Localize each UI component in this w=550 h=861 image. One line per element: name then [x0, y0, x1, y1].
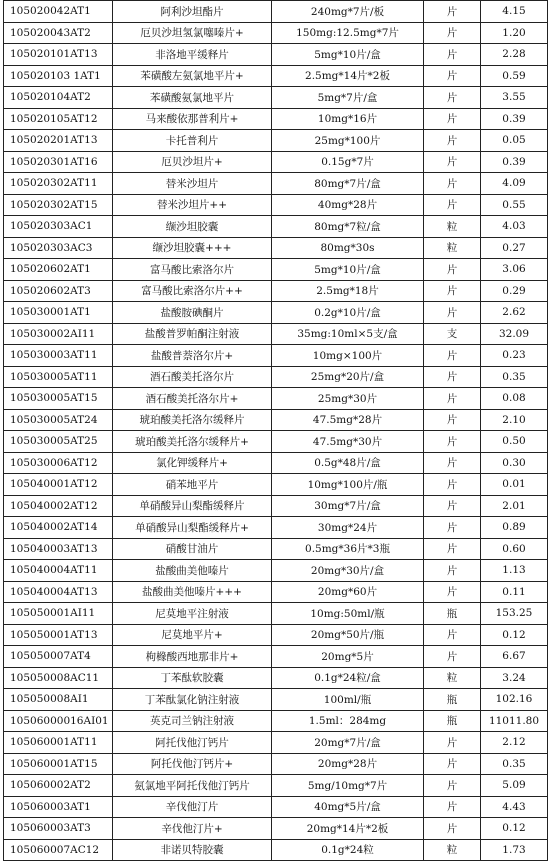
drug-name-cell: 盐酸普罗帕酮注射液 [113, 323, 272, 345]
spec-cell: 47.5mg*28片 [272, 409, 424, 431]
price-cell: 0.60 [481, 538, 548, 560]
price-cell: 4.15 [481, 1, 548, 23]
price-cell: 4.43 [481, 796, 548, 818]
drug-name-cell: 缬沙坦胶囊 [113, 216, 272, 238]
unit-cell: 支 [424, 323, 481, 345]
drug-code-cell: 105030005AT15 [4, 388, 113, 410]
drug-name-cell: 盐酸曲美他嗪片+++ [113, 581, 272, 603]
price-cell: 0.59 [481, 65, 548, 87]
unit-cell: 片 [424, 151, 481, 173]
table-row [4, 108, 548, 130]
drug-code-cell: 10506000016AI01 [4, 710, 113, 732]
unit-cell: 片 [424, 796, 481, 818]
price-cell: 0.30 [481, 452, 548, 474]
drug-name-cell: 酒石酸美托洛尔片 [113, 366, 272, 388]
spec-cell: 20mg*30片/盒 [272, 560, 424, 582]
drug-price-table [3, 0, 548, 861]
table-row [4, 1, 548, 23]
drug-name-cell: 辛伐他汀片 [113, 796, 272, 818]
table-row [4, 44, 548, 66]
drug-code-cell: 105060002AT2 [4, 775, 113, 797]
table-row [4, 581, 548, 603]
drug-name-cell: 非洛地平缓释片 [113, 44, 272, 66]
drug-name-cell: 替米沙坦片++ [113, 194, 272, 216]
table-row [4, 517, 548, 539]
drug-name-cell: 英克司兰钠注射液 [113, 710, 272, 732]
table-row [4, 775, 548, 797]
spec-cell: 5mg*7片/盒 [272, 87, 424, 109]
unit-cell: 片 [424, 194, 481, 216]
price-cell: 3.06 [481, 259, 548, 281]
drug-name-cell: 氯化钾缓释片+ [113, 452, 272, 474]
drug-name-cell: 盐酸胺碘酮片 [113, 302, 272, 324]
unit-cell: 片 [424, 753, 481, 775]
drug-code-cell: 105030001AT1 [4, 302, 113, 324]
table-row [4, 366, 548, 388]
unit-cell: 片 [424, 818, 481, 840]
table-row [4, 151, 548, 173]
table-row [4, 753, 548, 775]
drug-code-cell: 105040004AT11 [4, 560, 113, 582]
price-cell: 0.35 [481, 753, 548, 775]
price-cell: 11011.80 [481, 710, 548, 732]
drug-name-cell: 硝酸甘油片 [113, 538, 272, 560]
unit-cell: 粒 [424, 237, 481, 259]
drug-code-cell: 105030005AT11 [4, 366, 113, 388]
drug-code-cell: 105020302AT15 [4, 194, 113, 216]
price-cell: 0.11 [481, 581, 548, 603]
drug-code-cell: 105050001AI11 [4, 603, 113, 625]
spec-cell: 100ml/瓶 [272, 689, 424, 711]
price-cell: 153.25 [481, 603, 548, 625]
unit-cell: 瓶 [424, 689, 481, 711]
unit-cell: 片 [424, 517, 481, 539]
price-cell: 0.35 [481, 366, 548, 388]
drug-name-cell: 辛伐他汀片+ [113, 818, 272, 840]
spec-cell: 47.5mg*30片 [272, 431, 424, 453]
spec-cell: 20mg*60片 [272, 581, 424, 603]
table-body [4, 1, 548, 861]
drug-name-cell: 单硝酸异山梨酯缓释片+ [113, 517, 272, 539]
drug-code-cell: 105040003AT13 [4, 538, 113, 560]
drug-code-cell: 105060001AT15 [4, 753, 113, 775]
table-row [4, 818, 548, 840]
drug-name-cell: 苯磺酸左氨氯地平片+ [113, 65, 272, 87]
price-cell: 2.01 [481, 495, 548, 517]
price-cell: 1.13 [481, 560, 548, 582]
spec-cell: 10mg*100片/瓶 [272, 474, 424, 496]
table-row [4, 323, 548, 345]
unit-cell: 瓶 [424, 603, 481, 625]
table-row [4, 388, 548, 410]
spec-cell: 20mg*50片/瓶 [272, 624, 424, 646]
price-cell: 0.01 [481, 474, 548, 496]
drug-code-cell: 105030002AI11 [4, 323, 113, 345]
unit-cell: 片 [424, 1, 481, 23]
price-cell: 0.23 [481, 345, 548, 367]
drug-name-cell: 枸橼酸西地那非片+ [113, 646, 272, 668]
spec-cell: 0.1g*24粒 [272, 839, 424, 861]
price-cell: 102.16 [481, 689, 548, 711]
spec-cell: 80mg*7片/盒 [272, 173, 424, 195]
drug-code-cell: 105040002AT12 [4, 495, 113, 517]
drug-code-cell: 105030003AT11 [4, 345, 113, 367]
drug-code-cell: 105060007AC12 [4, 839, 113, 861]
drug-name-cell: 非诺贝特胶囊 [113, 839, 272, 861]
unit-cell: 片 [424, 732, 481, 754]
table-row [4, 259, 548, 281]
unit-cell: 片 [424, 65, 481, 87]
spec-cell: 2.5mg*18片 [272, 280, 424, 302]
drug-name-cell: 富马酸比索洛尔片 [113, 259, 272, 281]
table-row [4, 431, 548, 453]
spec-cell: 5mg*10片/盒 [272, 259, 424, 281]
drug-code-cell: 105020103 1AT1 [4, 65, 113, 87]
drug-name-cell: 阿托伐他汀钙片+ [113, 753, 272, 775]
spec-cell: 25mg*20片/盒 [272, 366, 424, 388]
drug-code-cell: 105020602AT1 [4, 259, 113, 281]
table-row [4, 689, 548, 711]
table-row [4, 22, 548, 44]
drug-code-cell: 105050007AT4 [4, 646, 113, 668]
price-cell: 4.09 [481, 173, 548, 195]
table-row [4, 710, 548, 732]
price-cell: 1.20 [481, 22, 548, 44]
price-cell: 4.03 [481, 216, 548, 238]
drug-name-cell: 替米沙坦片 [113, 173, 272, 195]
spec-cell: 0.1g*24粒/盒 [272, 667, 424, 689]
drug-code-cell: 105020104AT2 [4, 87, 113, 109]
price-cell: 6.67 [481, 646, 548, 668]
spec-cell: 35mg:10ml×5支/盒 [272, 323, 424, 345]
table-row [4, 538, 548, 560]
drug-name-cell: 马来酸依那普利片+ [113, 108, 272, 130]
spec-cell: 30mg*24片 [272, 517, 424, 539]
table-row [4, 65, 548, 87]
price-cell: 0.12 [481, 624, 548, 646]
unit-cell: 片 [424, 409, 481, 431]
drug-code-cell: 105020302AT11 [4, 173, 113, 195]
price-cell: 0.39 [481, 108, 548, 130]
spec-cell: 2.5mg*14片*2板 [272, 65, 424, 87]
drug-name-cell: 单硝酸异山梨酯缓释片 [113, 495, 272, 517]
price-cell: 0.89 [481, 517, 548, 539]
spec-cell: 20mg*5片 [272, 646, 424, 668]
price-cell: 0.50 [481, 431, 548, 453]
drug-name-cell: 尼莫地平片+ [113, 624, 272, 646]
table-row [4, 173, 548, 195]
table-row [4, 409, 548, 431]
table-row [4, 560, 548, 582]
drug-name-cell: 琥珀酸美托洛尔缓释片 [113, 409, 272, 431]
drug-code-cell: 105020101AT13 [4, 44, 113, 66]
spec-cell: 5mg/10mg*7片 [272, 775, 424, 797]
unit-cell: 片 [424, 646, 481, 668]
unit-cell: 片 [424, 474, 481, 496]
drug-name-cell: 硝苯地平片 [113, 474, 272, 496]
spec-cell: 20mg*28片 [272, 753, 424, 775]
price-cell: 0.29 [481, 280, 548, 302]
table-row [4, 216, 548, 238]
spec-cell: 40mg*5片/盒 [272, 796, 424, 818]
unit-cell: 片 [424, 87, 481, 109]
drug-name-cell: 阿托伐他汀钙片 [113, 732, 272, 754]
unit-cell: 片 [424, 44, 481, 66]
unit-cell: 粒 [424, 839, 481, 861]
price-cell: 0.05 [481, 130, 548, 152]
drug-name-cell: 厄贝沙坦氢氯噻嗪片+ [113, 22, 272, 44]
price-cell: 0.55 [481, 194, 548, 216]
drug-code-cell: 105020105AT12 [4, 108, 113, 130]
drug-code-cell: 105050008AC11 [4, 667, 113, 689]
unit-cell: 片 [424, 775, 481, 797]
unit-cell: 片 [424, 22, 481, 44]
spec-cell: 80mg*30s [272, 237, 424, 259]
drug-code-cell: 105050008AI1 [4, 689, 113, 711]
table-row [4, 130, 548, 152]
unit-cell: 片 [424, 388, 481, 410]
table-row [4, 667, 548, 689]
price-cell: 5.09 [481, 775, 548, 797]
unit-cell: 片 [424, 345, 481, 367]
drug-name-cell: 缬沙坦胶囊+++ [113, 237, 272, 259]
price-cell: 3.55 [481, 87, 548, 109]
table-row [4, 345, 548, 367]
unit-cell: 片 [424, 366, 481, 388]
unit-cell: 片 [424, 452, 481, 474]
price-cell: 2.10 [481, 409, 548, 431]
table-row [4, 624, 548, 646]
spec-cell: 10mg:50ml/瓶 [272, 603, 424, 625]
drug-code-cell: 105030006AT12 [4, 452, 113, 474]
drug-name-cell: 琥珀酸美托洛尔缓释片+ [113, 431, 272, 453]
table-row [4, 194, 548, 216]
table-row [4, 87, 548, 109]
table-row [4, 839, 548, 861]
drug-code-cell: 105020303AC3 [4, 237, 113, 259]
unit-cell: 片 [424, 624, 481, 646]
drug-name-cell: 厄贝沙坦片+ [113, 151, 272, 173]
price-cell: 2.62 [481, 302, 548, 324]
drug-code-cell: 105060003AT3 [4, 818, 113, 840]
unit-cell: 片 [424, 173, 481, 195]
drug-name-cell: 氨氯地平阿托伐他汀钙片 [113, 775, 272, 797]
drug-code-cell: 105060003AT1 [4, 796, 113, 818]
drug-name-cell: 苯磺酸氨氯地平片 [113, 87, 272, 109]
unit-cell: 片 [424, 259, 481, 281]
drug-name-cell: 丁苯酞氯化钠注射液 [113, 689, 272, 711]
price-cell: 0.12 [481, 818, 548, 840]
price-cell: 32.09 [481, 323, 548, 345]
table-row [4, 646, 548, 668]
drug-code-cell: 105050001AT13 [4, 624, 113, 646]
drug-name-cell: 盐酸普萘洛尔片+ [113, 345, 272, 367]
drug-code-cell: 105040002AT14 [4, 517, 113, 539]
spec-cell: 1.5ml：284mg [272, 710, 424, 732]
spec-cell: 0.5mg*36片*3瓶 [272, 538, 424, 560]
drug-code-cell: 105020042AT1 [4, 1, 113, 23]
spec-cell: 25mg*100片 [272, 130, 424, 152]
table-row [4, 495, 548, 517]
drug-code-cell: 105040004AT13 [4, 581, 113, 603]
drug-name-cell: 盐酸曲美他嗪片 [113, 560, 272, 582]
spec-cell: 10mg*16片 [272, 108, 424, 130]
price-cell: 1.73 [481, 839, 548, 861]
table-row [4, 452, 548, 474]
price-cell: 2.28 [481, 44, 548, 66]
spec-cell: 0.5g*48片/盒 [272, 452, 424, 474]
drug-name-cell: 酒石酸美托洛尔片+ [113, 388, 272, 410]
drug-code-cell: 105030005AT25 [4, 431, 113, 453]
table-row [4, 732, 548, 754]
spec-cell: 0.15g*7片 [272, 151, 424, 173]
price-cell: 0.39 [481, 151, 548, 173]
drug-code-cell: 105020201AT13 [4, 130, 113, 152]
drug-code-cell: 105060001AT11 [4, 732, 113, 754]
drug-name-cell: 丁苯酞软胶囊 [113, 667, 272, 689]
spec-cell: 30mg*7片/盒 [272, 495, 424, 517]
unit-cell: 片 [424, 581, 481, 603]
spec-cell: 20mg*14片*2板 [272, 818, 424, 840]
drug-code-cell: 105020043AT2 [4, 22, 113, 44]
spec-cell: 0.2g*10片/盒 [272, 302, 424, 324]
price-cell: 0.08 [481, 388, 548, 410]
unit-cell: 片 [424, 302, 481, 324]
table-row [4, 603, 548, 625]
unit-cell: 片 [424, 431, 481, 453]
spec-cell: 240mg*7片/板 [272, 1, 424, 23]
drug-name-cell: 卡托普利片 [113, 130, 272, 152]
unit-cell: 粒 [424, 216, 481, 238]
unit-cell: 粒 [424, 667, 481, 689]
unit-cell: 片 [424, 280, 481, 302]
spec-cell: 150mg:12.5mg*7片 [272, 22, 424, 44]
table-row [4, 474, 548, 496]
unit-cell: 片 [424, 495, 481, 517]
table-row [4, 302, 548, 324]
drug-name-cell: 阿利沙坦酯片 [113, 1, 272, 23]
drug-code-cell: 105020301AT16 [4, 151, 113, 173]
drug-name-cell: 尼莫地平注射液 [113, 603, 272, 625]
table-row [4, 796, 548, 818]
unit-cell: 片 [424, 560, 481, 582]
spec-cell: 40mg*28片 [272, 194, 424, 216]
unit-cell: 片 [424, 108, 481, 130]
spec-cell: 20mg*7片/盒 [272, 732, 424, 754]
unit-cell: 瓶 [424, 710, 481, 732]
table-row [4, 237, 548, 259]
drug-code-cell: 105020602AT3 [4, 280, 113, 302]
spec-cell: 10mg×100片 [272, 345, 424, 367]
spec-cell: 25mg*30片 [272, 388, 424, 410]
drug-code-cell: 105030005AT24 [4, 409, 113, 431]
table-row [4, 280, 548, 302]
spec-cell: 5mg*10片/盒 [272, 44, 424, 66]
drug-code-cell: 105040001AT12 [4, 474, 113, 496]
price-cell: 3.24 [481, 667, 548, 689]
price-cell: 2.12 [481, 732, 548, 754]
drug-code-cell: 105020303AC1 [4, 216, 113, 238]
unit-cell: 片 [424, 538, 481, 560]
unit-cell: 片 [424, 130, 481, 152]
drug-name-cell: 富马酸比索洛尔片++ [113, 280, 272, 302]
price-cell: 0.27 [481, 237, 548, 259]
spec-cell: 80mg*7粒/盒 [272, 216, 424, 238]
